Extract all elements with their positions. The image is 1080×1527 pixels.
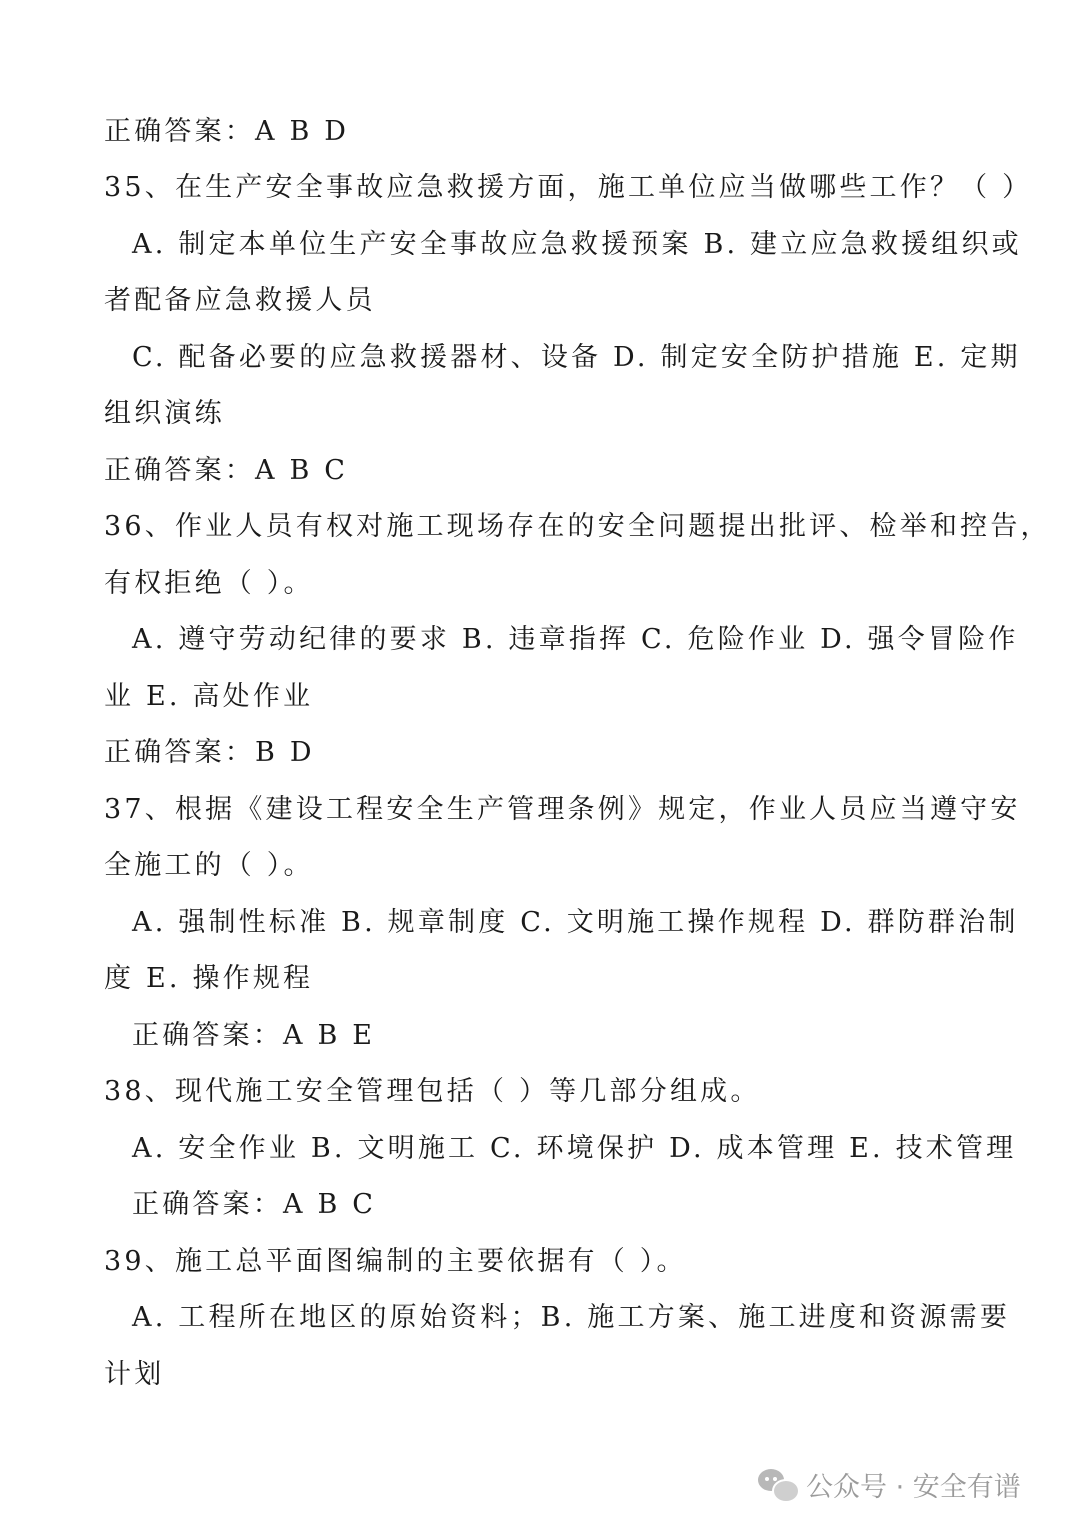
answer-34: 正确答案：A B D xyxy=(104,116,350,147)
question-35: 35、在生产安全事故应急救援方面，施工单位应当做哪些工作？（ ） xyxy=(104,172,1033,203)
answer-35: 正确答案：A B C xyxy=(104,455,349,486)
answer-37: 正确答案：A B E xyxy=(132,1020,376,1051)
question-38-options: A. 安全作业 B. 文明施工 C. 环境保护 D. 成本管理 E. 技术管理 xyxy=(132,1133,1017,1164)
question-36: 36、作业人员有权对施工现场存在的安全问题提出批评、检举和控告， xyxy=(104,511,1051,542)
watermark xyxy=(758,1462,1021,1506)
question-39: 39、施工总平面图编制的主要依据有（ ）。 xyxy=(104,1246,687,1277)
question-36-cont: 有权拒绝（ ）。 xyxy=(104,568,314,599)
question-37: 37、根据《建设工程安全生产管理条例》规定，作业人员应当遵守安 xyxy=(104,794,1021,825)
question-37-cont: 全施工的（ ）。 xyxy=(104,850,314,881)
question-36-options: A. 遵守劳动纪律的要求 B. 违章指挥 C. 危险作业 D. 强令冒险作 xyxy=(132,624,1019,655)
watermark-text: 公众号 · 安全有谱 xyxy=(806,1471,1021,1503)
question-39-options: A. 工程所在地区的原始资料；B. 施工方案、施工进度和资源需要 xyxy=(132,1302,1011,1333)
question-39-options-cont: 计划 xyxy=(104,1359,165,1390)
answer-38: 正确答案：A B C xyxy=(132,1189,377,1220)
question-35-options-2: C. 配备必要的应急救援器材、设备 D. 制定安全防护措施 E. 定期 xyxy=(132,342,1021,373)
question-37-options-cont: 度 E. 操作规程 xyxy=(104,963,314,994)
wechat-icon xyxy=(758,1467,798,1501)
question-35-options-2-cont: 组织演练 xyxy=(104,398,225,429)
question-36-options-cont: 业 E. 高处作业 xyxy=(104,681,314,712)
question-35-options-1: A. 制定本单位生产安全事故应急救援预案 B. 建立应急救援组织或 xyxy=(132,229,1022,260)
question-35-options-1-cont: 者配备应急救援人员 xyxy=(104,285,376,316)
question-37-options: A. 强制性标准 B. 规章制度 C. 文明施工操作规程 D. 群防群治制 xyxy=(132,907,1019,938)
answer-36: 正确答案：B D xyxy=(104,737,315,768)
question-38: 38、现代施工安全管理包括（ ）等几部分组成。 xyxy=(104,1076,761,1107)
